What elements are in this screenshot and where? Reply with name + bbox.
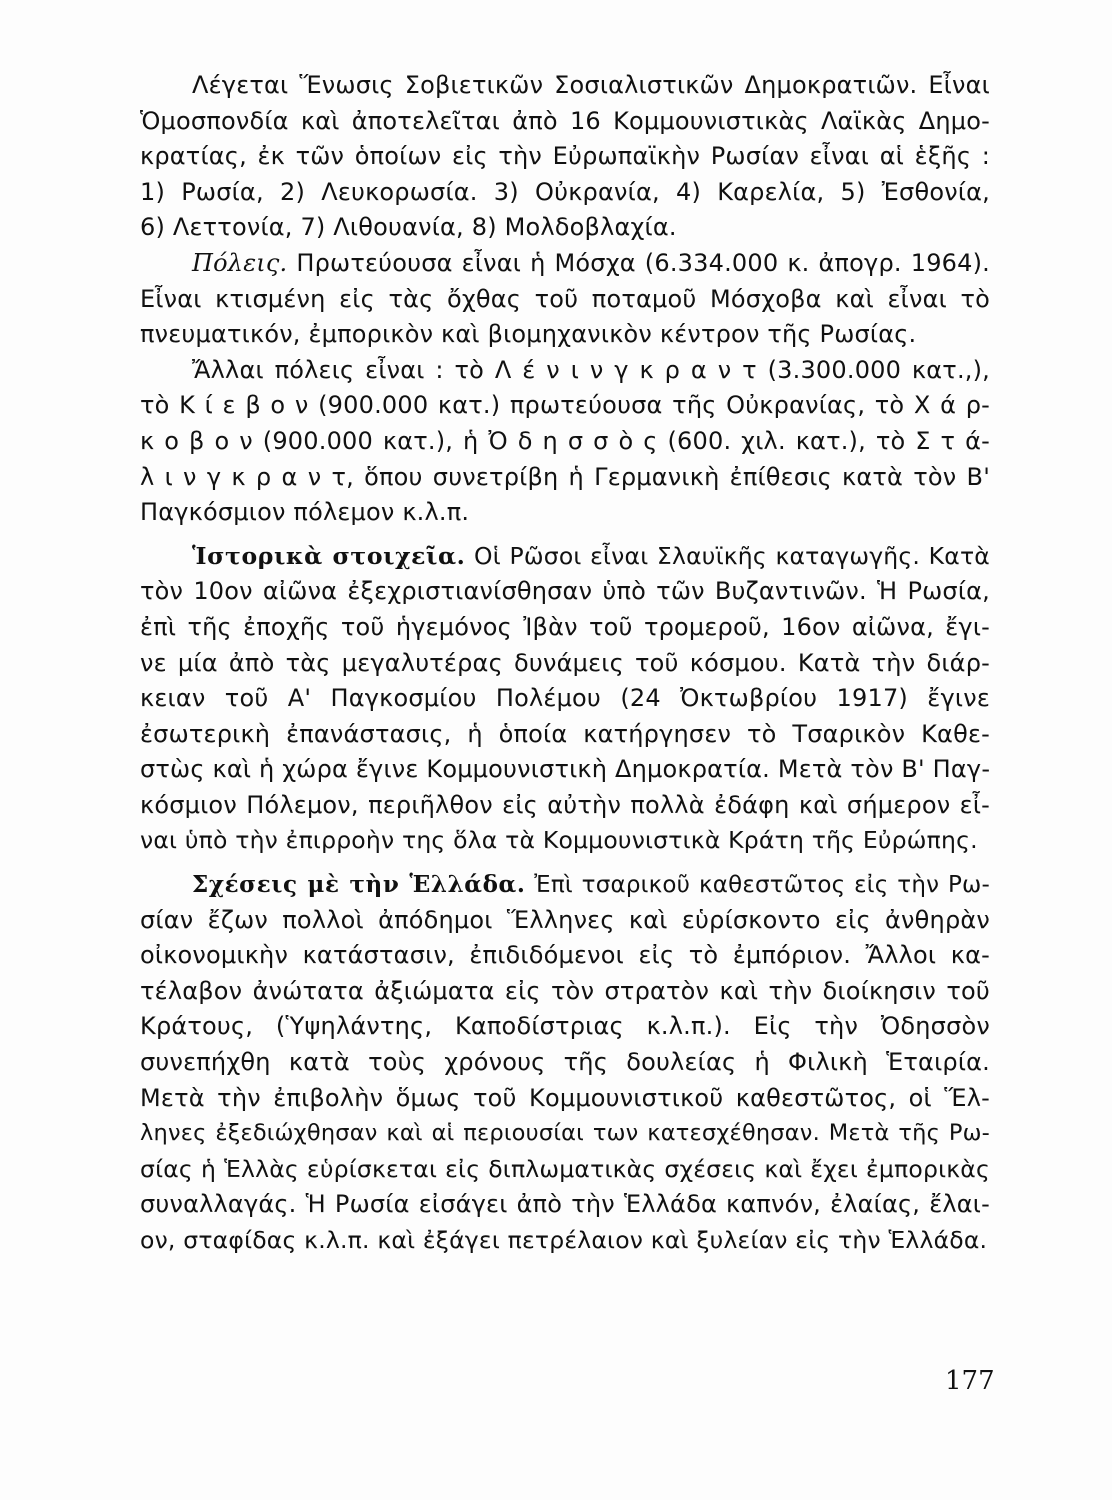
paragraph-cities [140, 246, 990, 353]
paragraph-relations-greece [140, 867, 990, 1259]
text-line: τὸν 10ον αἰῶνα ἐξεχριστιανίσθησαν ὑπὸ τῶν Βυζαντινῶν. Ἡ Ρωσία, [140, 577, 990, 606]
text-line: κ ο β ο ν (900.000 κατ.), ἡ Ὀ δ η σ σ ὸ ς (600. χιλ. κατ.), τὸ Σ τ ά- [140, 426, 990, 455]
text-line: ἐπὶ τῆς ἐποχῆς τοῦ ἡγεμόνος Ἰβὰν τοῦ τρομεροῦ, 16ον αἰῶνα, ἔγι- [140, 612, 990, 641]
text-line: Μετὰ τὴν ἐπιβολὴν ὅμως τοῦ Κομμουνιστικοῦ καθεστῶτος, οἱ Ἕλ- [140, 1083, 990, 1112]
text-line: ον, σταφίδας κ.λ.π. καὶ ἐξάγει πετρέλαιον καὶ ξυλείαν εἰς τὴν Ἑλλάδα. [140, 1226, 988, 1254]
text-line: λ ι ν γ κ ρ α ν τ, ὅπου συνετρίβη ἡ Γερμανικὴ ἐπίθεσις κατὰ τὸν Β' [140, 462, 990, 491]
paragraph-other-cities [140, 353, 990, 531]
text-line: Παγκόσμιον πόλεμον κ.λ.π. [140, 498, 470, 527]
text-line-rest: Ἐπὶ τσαρικοῦ καθεστῶτος εἰς τὴν Ρω- [525, 872, 990, 899]
section-heading-relations: Σχέσεις μὲ τὴν Ἑλλάδα. [192, 871, 526, 899]
text-line [140, 539, 990, 575]
text-line: κόσμιον Πόλεμον, περιῆλθον εἰς αὐτὴν πολλὰ ἐδάφη καὶ σήμερον εἶ- [140, 790, 990, 819]
paragraph-gap [140, 859, 990, 867]
section-heading-cities: Πόλεις. [192, 248, 288, 277]
paragraph-history [140, 539, 990, 859]
text-line: συνεπήχθη κατὰ τοὺς χρόνους τῆς δουλείας ἡ Φιλικὴ Ἑταιρία. [140, 1048, 990, 1077]
section-heading-history: Ἱστορικὰ στοιχεῖα. [192, 541, 466, 570]
page-text [140, 68, 990, 1259]
text-line: Λέγεται Ἕνωσις Σοβιετικῶν Σοσιαλιστικῶν Δημοκρατιῶν. Εἶναι [192, 71, 990, 99]
text-line: ναι ὑπὸ τὴν ἐπιρροὴν της ὅλα τὰ Κομμουνιστικὰ Κράτη τῆς Εὐρώπης. [140, 826, 978, 855]
text-line: κειαν τοῦ Α' Παγκοσμίου Πολέμου (24 Ὀκτωβρίου 1917) ἔγινε [140, 684, 990, 713]
paragraph-gap [140, 531, 990, 539]
text-line: στὼς καὶ ἡ χώρα ἔγινε Κομμουνιστικὴ Δημοκρατία. Μετὰ τὸν Β' Παγ- [140, 755, 991, 784]
text-line: σίαν ἔζων πολλοὶ ἀπόδημοι Ἕλληνες καὶ εὑρίσκοντο εἰς ἀνθηρὰν [140, 905, 990, 934]
paragraph-soviet-union [140, 68, 990, 246]
text-line: τὸ Κ ί ε β ο ν (900.000 κατ.) πρωτεύουσα τῆς Οὐκρανίας, τὸ Χ ά ρ- [140, 391, 990, 420]
text-line: τέλαβον ἀνώτατα ἀξιώματα εἰς τὸν στρατὸν καὶ τὴν διοίκησιν τοῦ [140, 976, 990, 1005]
text-line: Ὁμοσπονδία καὶ ἀποτελεῖται ἀπὸ 16 Κομμουνιστικὰς Λαϊκὰς Δημο- [140, 106, 990, 135]
text-line: Εἶναι κτισμένη εἰς τὰς ὄχθας τοῦ ποταμοῦ Μόσχοβα καὶ εἶναι τὸ [140, 284, 990, 313]
text-line: Κράτους, (Ὑψηλάντης, Καποδίστριας κ.λ.π.). Εἰς τὴν Ὀδησσὸν [140, 1012, 990, 1041]
text-line: κρατίας, ἐκ τῶν ὁποίων εἰς τὴν Εὐρωπαϊκὴν Ρωσίαν εἶναι αἱ ἑξῆς : [140, 142, 990, 171]
text-line-rest: Οἱ Ρῶσοι εἶναι Σλαυϊκῆς καταγωγῆς. Κατὰ [465, 541, 990, 570]
text-line-rest: Πρωτεύουσα εἶναι ἡ Μόσχα (6.334.000 κ. ἀπογρ. 1964). [287, 248, 990, 277]
text-line [140, 246, 990, 282]
page-number: 177 [945, 1366, 995, 1396]
text-line: πνευματικόν, ἐμπορικὸν καὶ βιομηχανικὸν κέντρον τῆς Ρωσίας. [140, 320, 917, 349]
text-line: ἐσωτερικὴ ἐπανάστασις, ἡ ὁποία κατήργησεν τὸ Τσαρικὸν Καθε- [140, 719, 990, 748]
text-line: οἰκονομικὴν κατάστασιν, ἐπιδιδόμενοι εἰς τὸ ἐμπόριον. Ἄλλοι κα- [140, 941, 990, 970]
text-line: 6) Λεττονία, 7) Λιθουανία, 8) Μολδοβλαχία. [140, 213, 677, 242]
text-line: ληνες ἐξεδιώχθησαν καὶ αἱ περιουσίαι των κατεσχέθησαν. Μετὰ τῆς Ρω- [140, 1120, 990, 1147]
text-line: σίας ἡ Ἑλλὰς εὑρίσκεται εἰς διπλωματικὰς σχέσεις καὶ ἔχει ἐμπορικὰς [140, 1154, 990, 1183]
text-line: νε μία ἀπὸ τὰς μεγαλυτέρας δυνάμεις τοῦ κόσμου. Κατὰ τὴν διάρ- [140, 648, 990, 677]
text-line [140, 867, 990, 903]
text-line: 1) Ρωσία, 2) Λευκορωσία. 3) Οὐκρανία, 4) Καρελία, 5) Ἐσθονία, [140, 177, 990, 206]
text-line: Ἄλλαι πόλεις εἶναι : τὸ Λ έ ν ι ν γ κ ρ α ν τ (3.300.000 κατ.,), [192, 355, 990, 384]
text-line: συναλλαγάς. Ἡ Ρωσία εἰσάγει ἀπὸ τὴν Ἑλλάδα καπνόν, ἐλαίας, ἔλαι- [140, 1190, 990, 1219]
